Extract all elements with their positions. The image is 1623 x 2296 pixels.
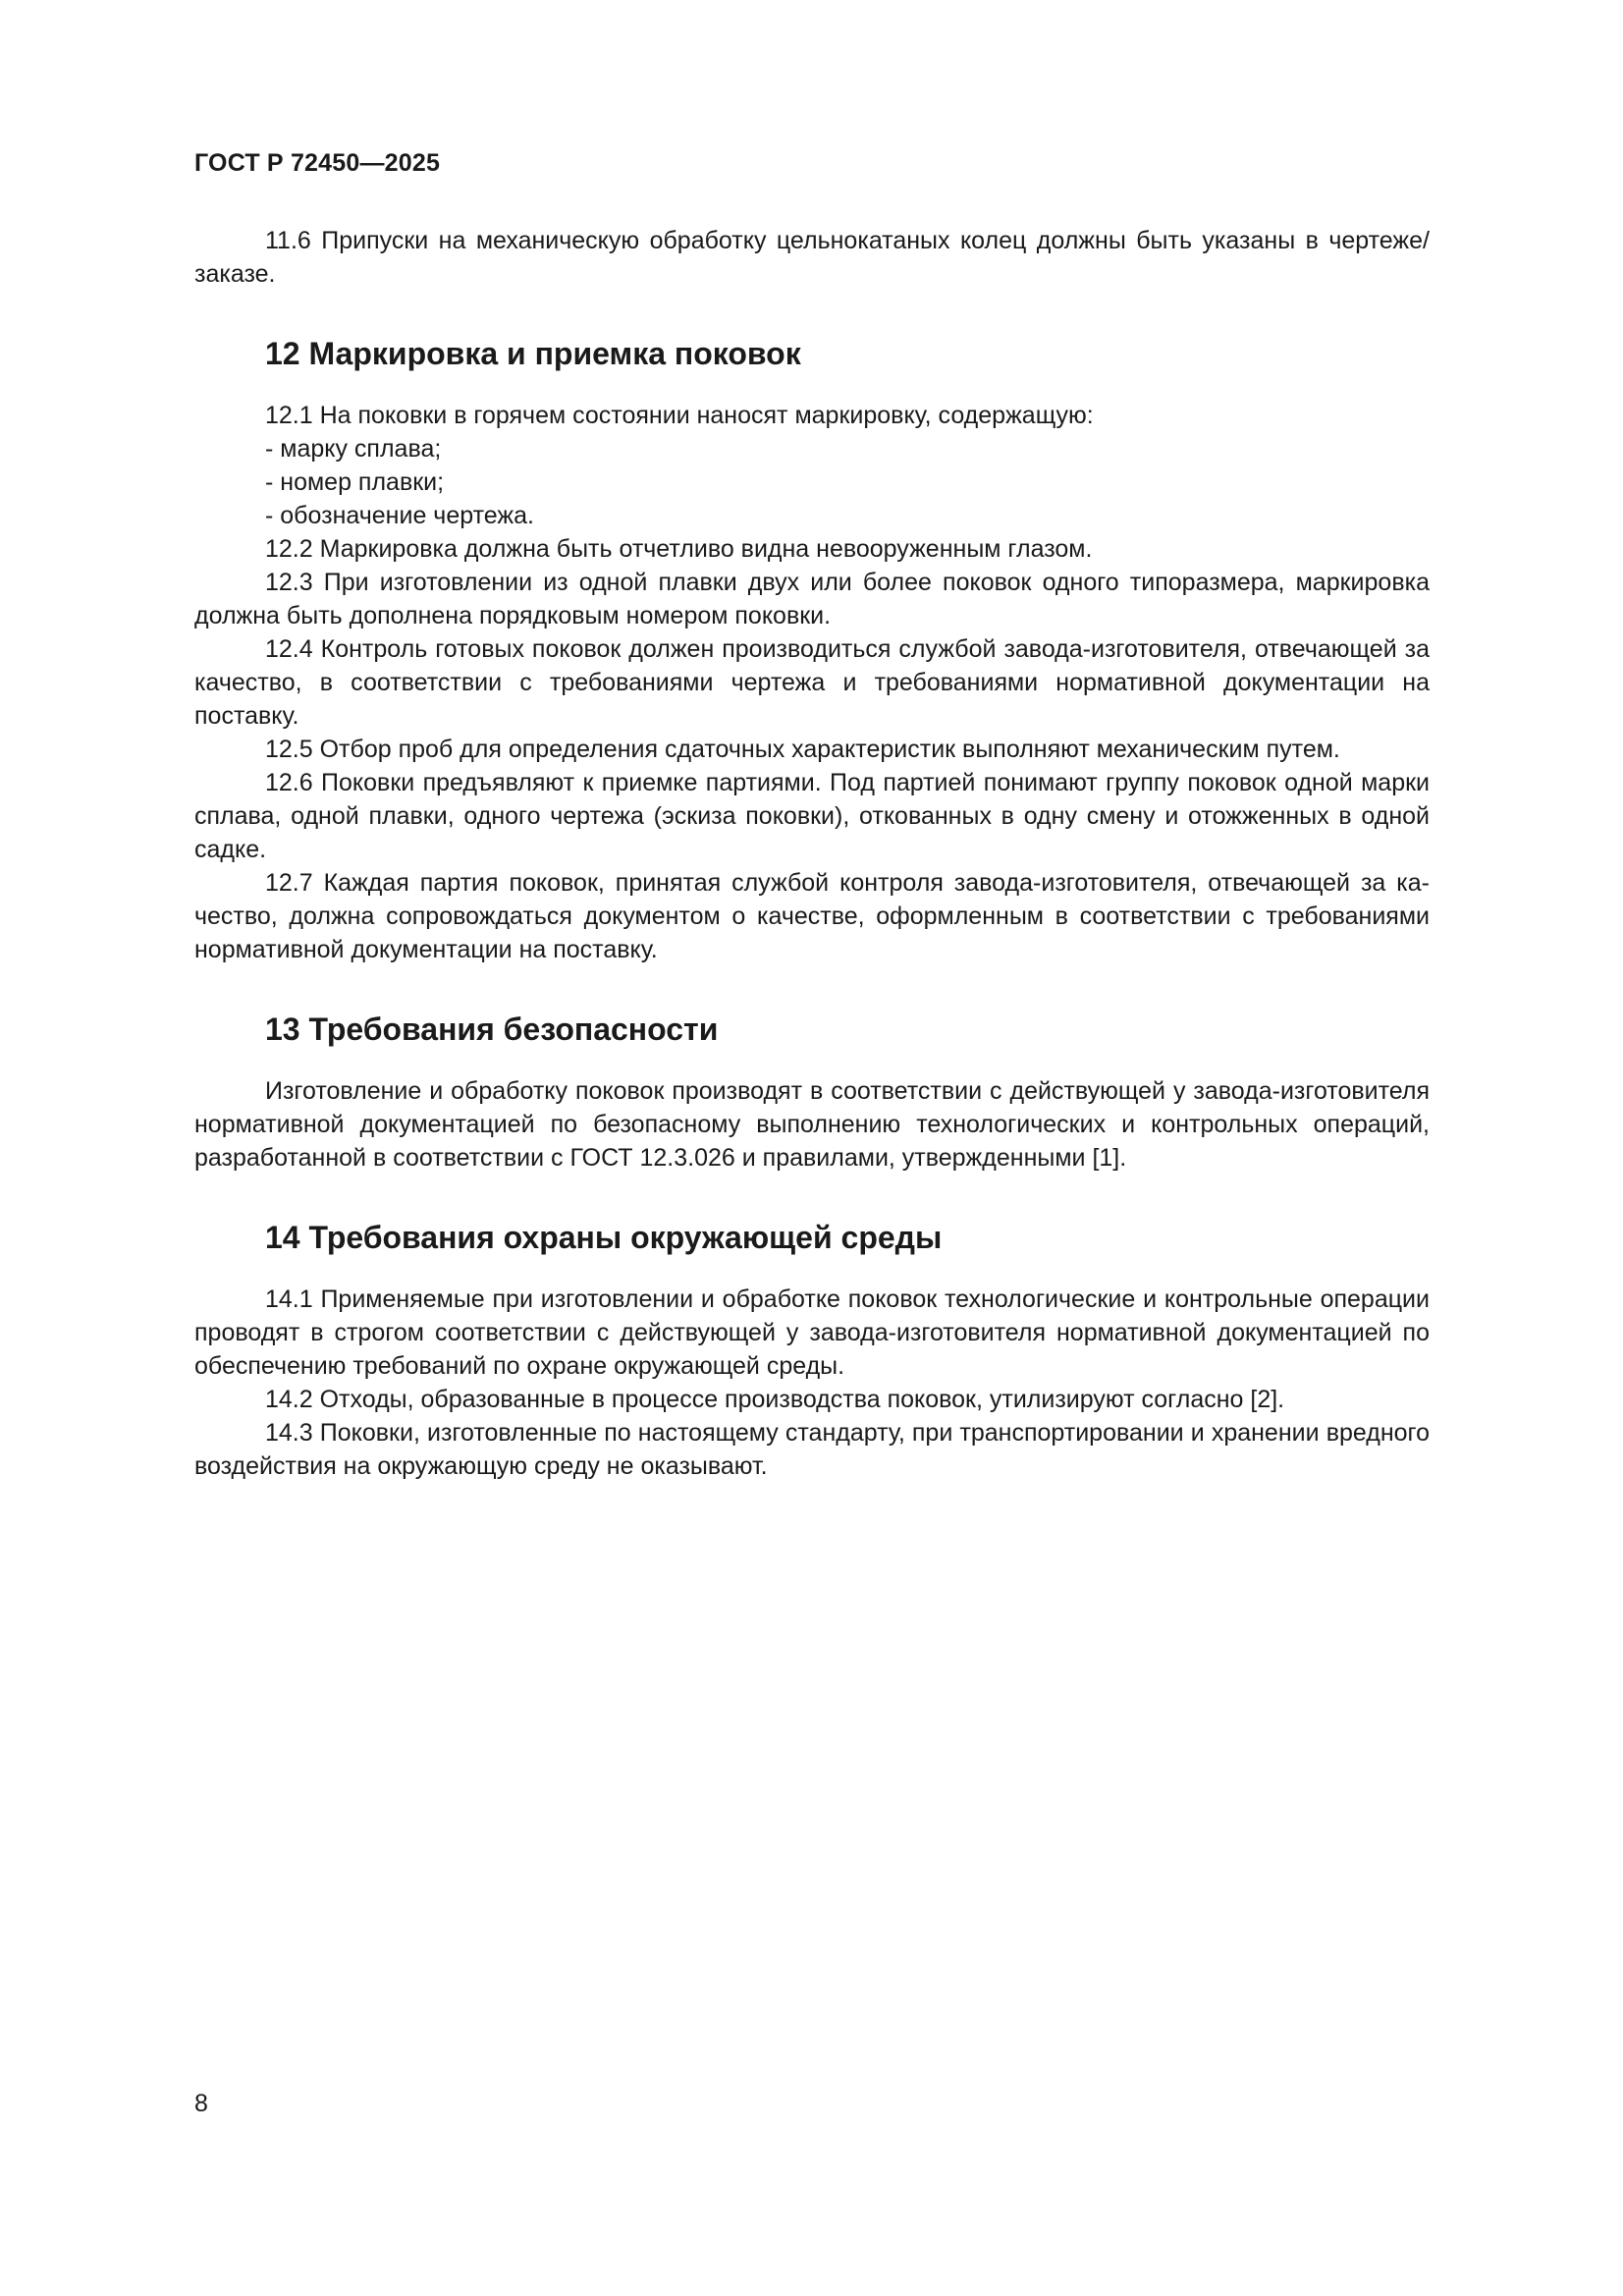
section-13-heading: 13 Требования безопасности (265, 1011, 719, 1047)
paragraph-13: Изготовление и обработку поковок производят в соответствии с действующей у завода-изготовителя нормативной документацией по безопасному выполнению технологических и контрольных операций, разработанной в соответствии с ГОСТ 12.3.026 и правилами, утвержденными [1]. (194, 1077, 1430, 1172)
paragraph-14-1: 14.1 Применяемые при изготовлении и обработке поковок технологические и контрольные операции проводят в строгом соответствии с действующей у завода-изготовителя нормативной документацией по обеспечению требований по охране окружающей среды. (194, 1285, 1430, 1380)
paragraph-12-4: 12.4 Контроль готовых поковок должен производиться службой завода-изготовителя, отвечающей за качество, в соответствии с требованиями чертежа и требованиями нормативной документации на поставку. (194, 635, 1430, 730)
page-number: 8 (194, 2090, 208, 2117)
list-item: - номер плавки; (265, 468, 445, 496)
list-item: - марку сплава; (265, 435, 442, 463)
list-item: - обозначение чертежа. (265, 502, 534, 529)
paragraph-11-6: 11.6 Припуски на механическую обработку цельнокатаных колец должны быть указаны в чертеже/ заказе. (194, 227, 1430, 288)
section-12-heading: 12 Маркировка и приемка поковок (265, 336, 801, 371)
paragraph-12-6: 12.6 Поковки предъявляют к приемке партиями. Под партией понимают группу поковок одной марки сплава, одной плавки, одного чертежа (эскиза поковки), откованных в одну смену и отожженных в одной садке. (194, 769, 1430, 863)
document-body (194, 224, 1430, 1483)
paragraph-12-7: 12.7 Каждая партия поковок, принятая службой контроля завода-изготовителя, отвечающей за качество, должна сопровождаться документом о качестве, оформленным в соответствии с требованиями нормативной документации на поставку. (194, 869, 1430, 963)
document-code-header: ГОСТ Р 72450—2025 (194, 149, 441, 177)
paragraph-12-2: 12.2 Маркировка должна быть отчетливо видна невооруженным глазом. (265, 535, 1093, 563)
section-14-heading: 14 Требования охраны окружающей среды (265, 1220, 943, 1255)
paragraph-14-3: 14.3 Поковки, изготовленные по настоящему стандарту, при транспортировании и хранении вредного воздействия на окружающую среду не оказывают. (194, 1419, 1430, 1480)
paragraph-12-3: 12.3 При изготовлении из одной плавки двух или более поковок одного типоразмера, маркировка должна быть дополнена порядковым номером поковки. (194, 569, 1430, 629)
paragraph-14-2: 14.2 Отходы, образованные в процессе производства поковок, утилизируют согласно [2]. (265, 1386, 1285, 1413)
paragraph-12-5: 12.5 Отбор проб для определения сдаточных характеристик выполняют механическим путем. (265, 736, 1340, 763)
paragraph-12-1: 12.1 На поковки в горячем состоянии наносят маркировку, содержащую: (265, 402, 1094, 429)
